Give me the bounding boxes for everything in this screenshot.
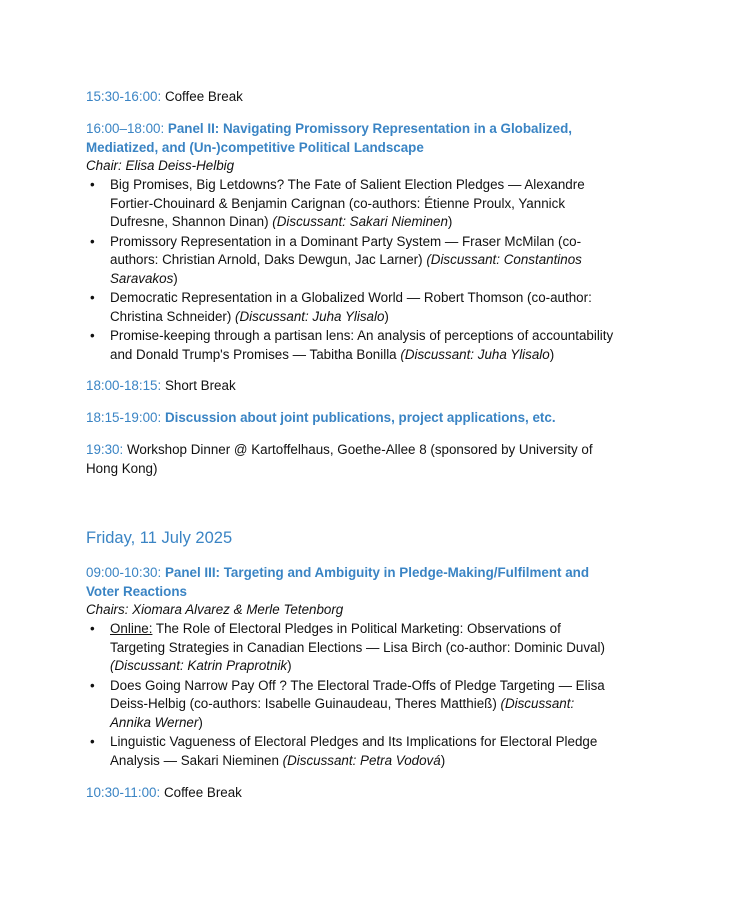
short-break-entry — [86, 377, 686, 396]
discussant: (Discussant: Petra Vodová — [282, 752, 441, 768]
panel-chair: Chairs: Xiomara Alvarez & Merle Tetenborg — [86, 602, 344, 617]
list-item: • Online: The Role of Electoral Pledges in Political Marketing: Observations of Targeting Strategies in Canadian Elections — Lisa Birch (co-author: Dominic Duval) (Discussant: Katrin Praprotnik) — [86, 620, 686, 676]
list-item: • Big Promises, Big Letdowns? The Fate of Salient Election Pledges — Alexandre Fortier-Chouinard & Benjamin Carignan (co-authors: Étienne Proulx, Yannick Dufresne, Shannon Dinan) (Discussant: Sakari Nieminen) — [86, 176, 686, 232]
list-item: • Promise-keeping through a partisan lens: An analysis of perceptions of accountability and Donald Trump's Promises — Tabitha Bonilla (Discussant: Juha Ylisalo) — [86, 327, 686, 364]
discussant: (Discussant: — [500, 696, 575, 711]
panel-chair: Chair: Elisa Deiss-Helbig — [86, 158, 235, 173]
discussion-entry — [86, 409, 686, 428]
discussant: Saravakos — [110, 270, 174, 286]
entry-label: Coffee Break — [164, 89, 243, 104]
list-item: • Promissory Representation in a Dominant Party System — Fraser McMilan (co- authors: Christian Arnold, Daks Dewgun, Jac Larner) (Discussant: Constantinos Saravakos) — [86, 233, 686, 289]
coffee-break-entry — [86, 88, 686, 107]
time-label: 10:30-11:00: — [86, 785, 161, 800]
discussant: (Discussant: Juha Ylisalo — [235, 308, 385, 324]
time-label: 18:00-18:15: — [86, 378, 162, 393]
time-label: 16:00–18:00: — [86, 121, 165, 136]
discussant: Annika Werner — [110, 714, 199, 730]
panel-3-list — [86, 620, 686, 770]
entry-label-cont: Hong Kong) — [86, 460, 158, 476]
list-item: • Does Going Narrow Pay Off ? The Electoral Trade-Offs of Pledge Targeting — Elisa Deiss-Helbig (co-authors: Isabelle Guinaudeau, Theres Matthieß) (Discussant: Annika Werner) — [86, 677, 686, 733]
panel-3-header — [86, 564, 686, 620]
discussant: (Discussant: Constantinos — [426, 252, 582, 267]
online-tag: Online: — [110, 621, 153, 636]
discussant: (Discussant: Katrin Praprotnik — [110, 658, 288, 673]
discussant: (Discussant: Juha Ylisalo — [400, 346, 550, 362]
entry-label: Coffee Break — [163, 785, 242, 800]
panel-title-cont: Mediatized, and (Un-)competitive Political Landscape — [86, 139, 424, 155]
panel-title: Panel II: Navigating Promissory Representation in a Globalized, — [167, 121, 572, 136]
list-item: • Linguistic Vagueness of Electoral Pledges and Its Implications for Electoral Pledge Analysis — Sakari Nieminen (Discussant: Petra Vodová) — [86, 733, 686, 770]
panel-2-header — [86, 120, 686, 176]
entry-label: Workshop Dinner @ Kartoffelhaus, Goethe-Allee 8 (sponsored by University of — [126, 442, 593, 457]
panel-2-list — [86, 176, 686, 364]
coffee-break-entry — [86, 784, 686, 803]
discussant: (Discussant: Sakari Nieminen — [272, 214, 448, 229]
dinner-entry — [86, 441, 686, 478]
panel-title: Panel III: Targeting and Ambiguity in Pledge-Making/Fulfilment and — [164, 565, 589, 580]
day-heading: Friday, 11 July 2025 — [86, 529, 233, 547]
list-item: • Democratic Representation in a Globalized World — Robert Thomson (co-author: Christina Schneider) (Discussant: Juha Ylisalo) — [86, 289, 686, 326]
panel-title-cont: Voter Reactions — [86, 583, 187, 599]
time-label: 19:30: — [86, 442, 124, 457]
time-label: 18:15-19:00: — [86, 410, 162, 425]
time-label: 15:30-16:00: — [86, 89, 162, 104]
entry-label: Discussion about joint publications, project applications, etc. — [164, 410, 556, 425]
entry-label: Short Break — [164, 378, 236, 393]
time-label: 09:00-10:30: — [86, 565, 162, 580]
